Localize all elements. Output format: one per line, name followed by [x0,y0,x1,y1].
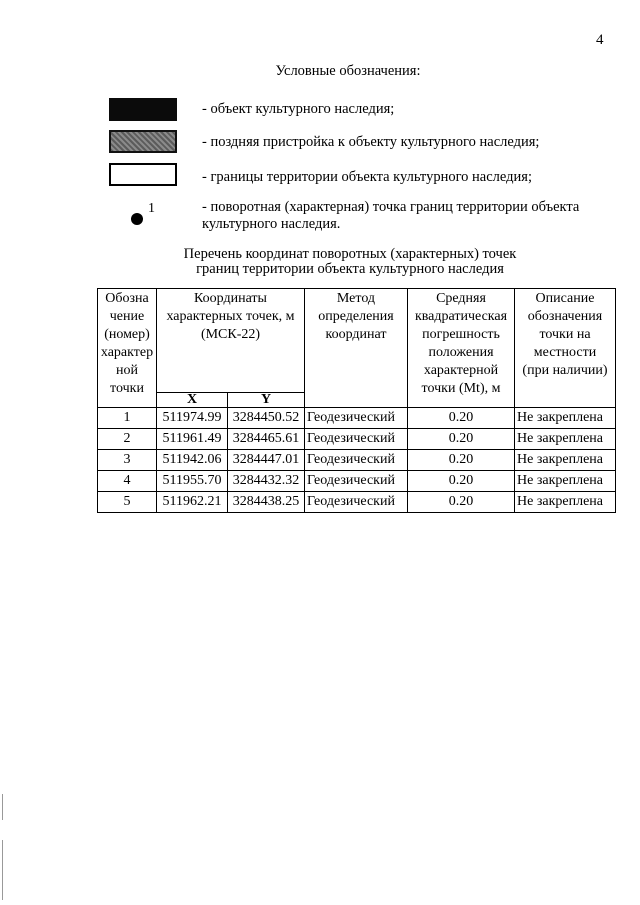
list-title-line-2: границ территории объекта культурного наследия [196,261,504,277]
late-extension-swatch [109,130,177,153]
turning-point-marker-number: 1 [148,201,155,216]
cell-y: 3284447.01 [228,450,305,471]
table-row [98,429,616,450]
scan-margin-mark [2,794,3,820]
heritage-object-swatch [109,98,177,121]
header-description: Описание обозначения точки на местности (при наличии) [515,289,616,408]
cell-y: 3284450.52 [228,408,305,429]
table-row [98,408,616,429]
header-designation: Обозна чение (номер) характер ной точки [98,289,157,408]
cell-description: Не закреплена [515,408,616,429]
cell-description: Не закреплена [515,429,616,450]
header-x: X [157,393,228,408]
cell-x: 511955.70 [157,471,228,492]
cell-num: 1 [98,408,157,429]
cell-error: 0.20 [408,450,515,471]
cell-method: Геодезический [305,450,408,471]
cell-y: 3284465.61 [228,429,305,450]
cell-x: 511942.06 [157,450,228,471]
page-number: 4 [596,32,604,48]
scan-margin-mark [2,840,3,900]
cell-num: 3 [98,450,157,471]
header-method: Метод определения координат [305,289,408,408]
cell-method: Геодезический [305,471,408,492]
coordinates-list-title [0,247,640,277]
cell-method: Геодезический [305,408,408,429]
cell-error: 0.20 [408,429,515,450]
cell-description: Не закреплена [515,492,616,513]
cell-description: Не закреплена [515,471,616,492]
legend-title: Условные обозначения: [275,63,421,79]
cell-x: 511962.21 [157,492,228,513]
cell-num: 5 [98,492,157,513]
legend-item-turning-point: - поворотная (характерная) точка границ территории объекта культурного наследия. [202,199,580,232]
header-coordinates: Координаты характерных точек, м (МСК-22) [157,289,305,393]
legend-item-territory-boundary: - границы территории объекта культурного наследия; [202,169,532,185]
territory-boundary-swatch [109,163,177,186]
cell-error: 0.20 [408,408,515,429]
table-row [98,450,616,471]
table-row [98,471,616,492]
cell-y: 3284432.32 [228,471,305,492]
cell-y: 3284438.25 [228,492,305,513]
coordinates-table [97,288,616,513]
cell-error: 0.20 [408,471,515,492]
table-row [98,492,616,513]
list-title-line-1: Перечень координат поворотных (характерных) точек [183,246,517,262]
cell-method: Геодезический [305,429,408,450]
cell-x: 511961.49 [157,429,228,450]
legend-item-heritage-object: - объект культурного наследия; [202,101,395,117]
cell-error: 0.20 [408,492,515,513]
cell-x: 511974.99 [157,408,228,429]
turning-point-marker-icon [131,213,143,225]
cell-num: 4 [98,471,157,492]
cell-num: 2 [98,429,157,450]
header-mean-error: Средняя квадратическая погрешность положения характерной точки (Mt), м [408,289,515,408]
legend-item-late-extension: - поздняя пристройка к объекту культурного наследия; [202,134,540,150]
cell-method: Геодезический [305,492,408,513]
header-y: Y [228,393,305,408]
cell-description: Не закреплена [515,450,616,471]
